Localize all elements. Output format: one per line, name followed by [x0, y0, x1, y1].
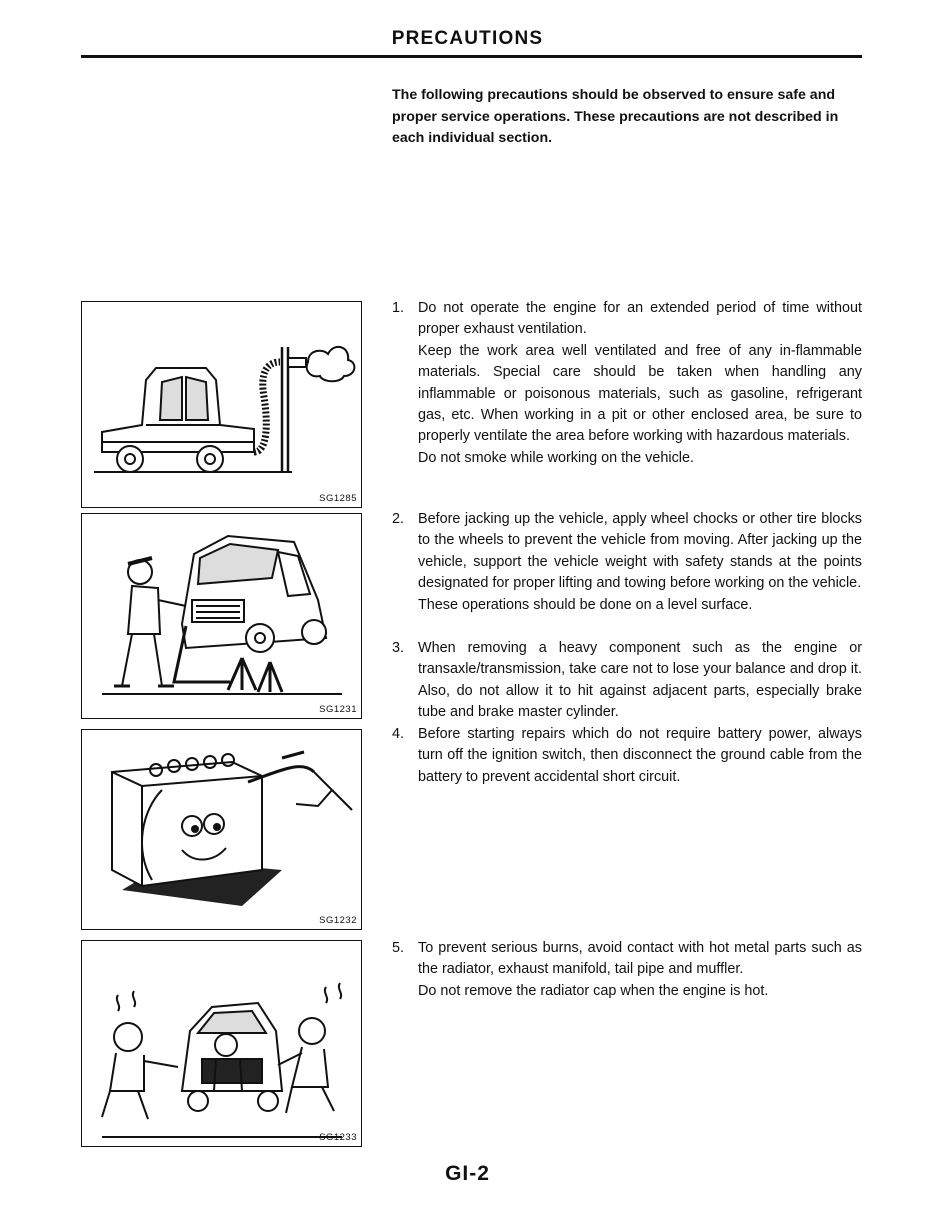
item-paragraph: Do not operate the engine for an extended period of time without proper exhaust ventilation.: [418, 300, 862, 338]
item-paragraph: Do not smoke while working on the vehicle.: [418, 449, 694, 466]
item-number: 4.: [392, 726, 405, 742]
precaution-item-3: [392, 638, 862, 724]
car-exhaust-hose-illustration: [82, 302, 361, 507]
precaution-item-2: [392, 509, 862, 616]
item-paragraph: Do not remove the radiator cap when the engine is hot.: [418, 982, 769, 999]
page-number: GI-2: [445, 1162, 490, 1185]
precaution-item-4: [392, 724, 862, 788]
burn-hazard-illustration: [82, 941, 361, 1146]
item-paragraph: These operations should be done on a level surface.: [418, 596, 753, 613]
item-paragraph: Before jacking up the vehicle, apply wheel chocks or other tire blocks to the wheels to prevent the vehicle from moving. After jacking up the vehicle, support the vehicle weight with safety stands at the points designated for proper lifting and towing before working on the vehicle.: [418, 511, 862, 592]
figure-safety-stands: [81, 513, 362, 719]
precaution-item-1: [392, 298, 862, 469]
item-paragraph: To prevent serious burns, avoid contact with hot metal parts such as the radiator, exhaust manifold, tail pipe and muffler.: [418, 940, 862, 978]
title-rule: [81, 55, 862, 58]
figure-caption: SG1285: [319, 493, 357, 504]
figure-battery: [81, 729, 362, 930]
item-number: 1.: [392, 300, 405, 316]
page-title: PRECAUTIONS: [391, 28, 544, 49]
item-number: 5.: [392, 940, 405, 956]
item-paragraph: Keep the work area well ventilated and free of any in-flammable materials. Special care should be taken when handling any inflammable or poisonous materials, such as gasoline, refrigerant gas, etc. When working in a pit or other enclosed area, be sure to properly ventilate the area before working with hazardous materials.: [418, 342, 862, 445]
figure-caption: SG1233: [319, 1132, 357, 1143]
mechanic-jacking-car-illustration: [82, 514, 361, 718]
intro-paragraph: The following precautions should be observed to ensure safe and proper service operations. These precautions are not described in each individual section.: [392, 87, 839, 146]
item-paragraph: Before starting repairs which do not require battery power, always turn off the ignition switch, then disconnect the ground cable from the battery to prevent accidental short circuit.: [418, 726, 862, 785]
figure-hot-parts: [81, 940, 362, 1147]
item-paragraph: When removing a heavy component such as the engine or transaxle/transmission, take care not to lose your balance and drop it. Also, do not allow it to hit against adjacent parts, especially brake tube and brake master cylinder.: [418, 640, 862, 721]
precaution-item-5: [392, 938, 862, 1002]
figure-caption: SG1231: [319, 704, 357, 715]
figure-caption: SG1232: [319, 915, 357, 926]
figure-exhaust-ventilation: [81, 301, 362, 508]
battery-cartoon-illustration: [82, 730, 361, 929]
item-number: 2.: [392, 511, 405, 527]
item-number: 3.: [392, 640, 405, 656]
